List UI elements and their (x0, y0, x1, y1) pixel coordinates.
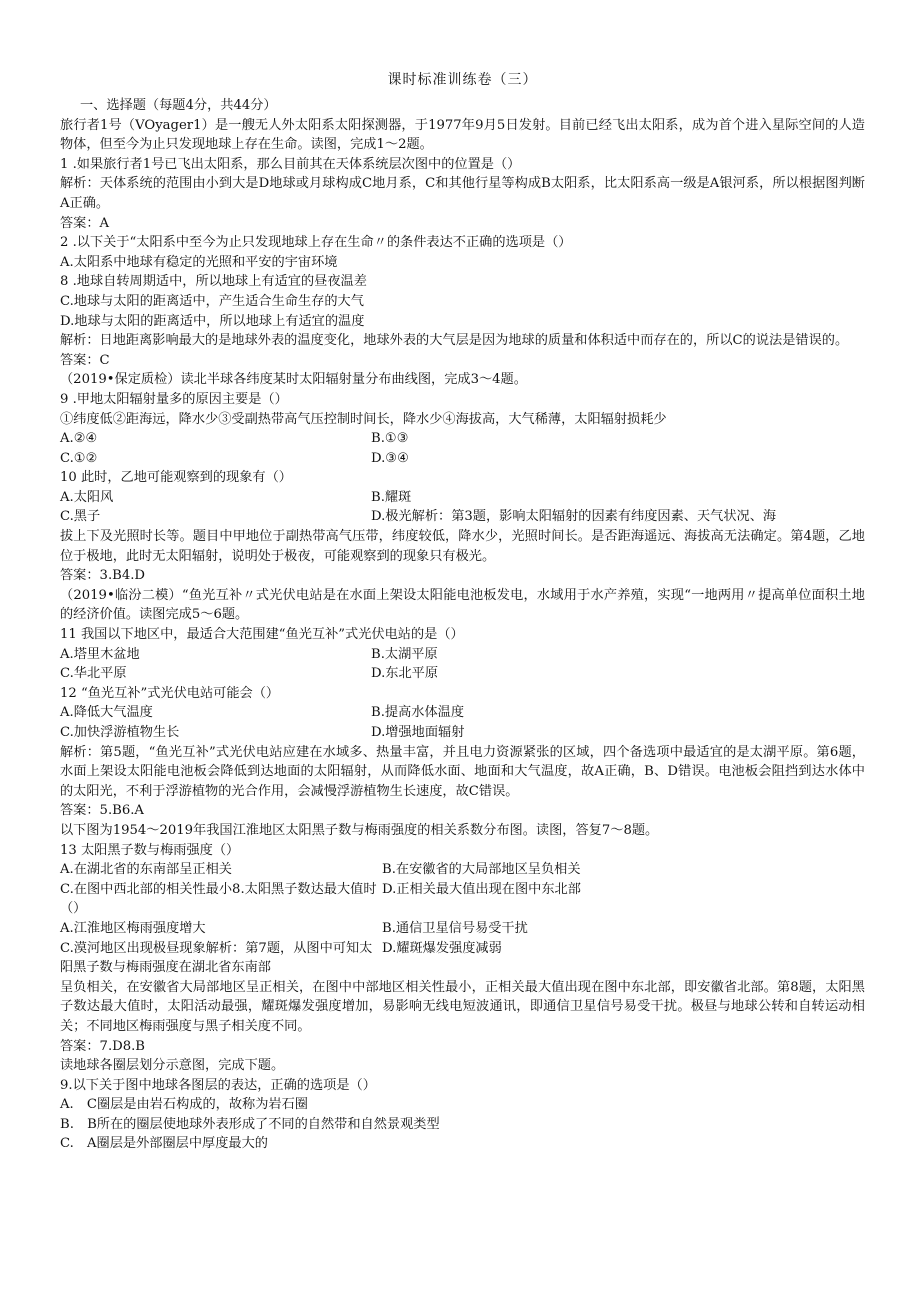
option: B.在安徽省的大局部地区呈负相关 (382, 862, 581, 878)
option: 8 .地球自转周期适中，所以地球上有适宜的昼夜温差 (60, 274, 367, 290)
page-title: 课时标准训练卷（三） (387, 72, 538, 88)
question: 9 .甲地太阳辐射量多的原因主要是（） (60, 391, 288, 407)
question: 11 我国以下地区中，最适合大范围建“鱼光互补”式光伏电站的是（） (60, 627, 464, 643)
option: D.地球与太阳的距离适中，所以地球上有适宜的温度 (60, 313, 365, 329)
analysis: 呈负相关，在安徽省大局部地区呈正相关，在图中中部地区相关性最小，正相关最大值出现在图中东北部，即安徽省北部。第8题，太阳黑子数达最大值时，太阳活动最强，耀斑爆发强度增加，易影响无线电短波通讯，即通信卫星信号易受干扰。极昼与地球公转和自转运动相关；不同地区梅雨强度与黑子相关度不同。 (60, 979, 865, 1034)
option: A.在湖北省的东南部呈正相关 (60, 862, 232, 878)
option-row (60, 703, 865, 723)
option-row (60, 429, 865, 449)
question: 13 太阳黑子数与梅雨强度（） (60, 842, 240, 858)
left-column (60, 860, 382, 978)
section-heading: 一、选择题（每题4分，共44分） (80, 98, 277, 113)
paragraph: 旅行者1号（VOyager1）是一艘无人外太阳系太阳探测器，于1977年9月5日发射。目前已经飞出太阳系，成为首个进入星际空间的人造物体，但至今为止只发现地球上存在生命。读图，完成1～2题。 (60, 117, 865, 153)
option: A.江淮地区梅雨强度增大 (60, 920, 206, 936)
option-row (60, 664, 865, 684)
option: A.②④ (60, 431, 98, 447)
option: C.加快浮游植物生长 (60, 725, 180, 740)
option: D.东北平原 (371, 666, 439, 682)
document-page (60, 70, 865, 1154)
option: B. B所在的圈层使地球外表形成了不同的自然带和自然景观类型 (60, 1116, 440, 1132)
answer: 答案：C (60, 352, 110, 368)
option: D.正相关最大值出现在图中东北部 (382, 881, 581, 897)
question: 9.以下关于图中地球各图层的表达，正确的选项是（） (60, 1077, 376, 1093)
option: A.太阳系中地球有稳定的光照和平安的宇宙环境 (60, 254, 338, 270)
option: C. A圈层是外部圈层中厚度最大的 (60, 1136, 268, 1152)
option: C.漠河地区出现极昼现象解析：第7题，从图中可知太阳黑子数与梅雨强度在湖北省东南部 (60, 940, 373, 976)
option-row (60, 507, 865, 527)
answer: 答案：3.B4.D (60, 568, 145, 584)
question: 1 .如果旅行者1号已飞出太阳系，那么目前其在天体系统层次图中的位置是（） (60, 156, 521, 172)
option: D.增强地面辐射 (371, 725, 465, 740)
paragraph: 以下图为1954～2019年我国江淮地区太阳黑子数与梅雨强度的相关系数分布图。读图，答复7～8题。 (60, 822, 659, 838)
question: 12 “鱼光互补”式光伏电站可能会（） (60, 685, 280, 701)
option: B.耀斑 (371, 489, 412, 505)
answer: 答案：7.D8.B (60, 1038, 145, 1054)
option-row (60, 449, 865, 469)
option: C.黑子 (60, 509, 101, 525)
option: D.极光解析：第3题，影响太阳辐射的因素有纬度因素、天气状况、海 (371, 509, 777, 525)
option: A. C圈层是由岩石构成的，故称为岩石圈 (60, 1097, 308, 1113)
option: B.通信卫星信号易受干扰 (382, 920, 528, 936)
paragraph: （2019•临汾二模）“鱼光互补〃式光伏电站是在水面上架设太阳能电池板发电，水域用于水产养殖，实现“一地两用〃提高单位面积土地的经济价值。读图完成5～6题。 (60, 587, 865, 623)
statement: ①纬度低②距海远，降水少③受副热带高气压控制时间长，降水少④海拔高，大气稀薄，太阳辐射损耗少 (60, 411, 667, 427)
question: 10 此时，乙地可能观察到的现象有（） (60, 470, 292, 486)
spacer (382, 899, 865, 919)
paragraph: （2019•保定质检）读北半球各纬度某时太阳辐射量分布曲线图，完成3～4题。 (60, 372, 527, 388)
answer: 答案：A (60, 215, 110, 231)
option: C.华北平原 (60, 666, 127, 682)
option: B.①③ (371, 431, 409, 447)
option-row (60, 488, 865, 508)
option: A.降低大气温度 (60, 705, 153, 721)
paragraph: 读地球各圈层划分示意图，完成下题。 (60, 1058, 285, 1074)
analysis: 解析：天体系统的范围由小到大是D地球或月球构成C地月系，C和其他行星等构成B太阳系，比太阳系高一级是A银河系，所以根据图判断A正确。 (60, 176, 865, 211)
analysis: 解析：日地距离影响最大的是地球外表的温度变化，地球外表的大气层是因为地球的质量和体积适中而存在的，所以C的说法是错误的。 (60, 333, 849, 349)
analysis: 拔上下及光照时长等。题目中甲地位于副热带高气压带，纬度较低，降水少，光照时间长。是否距海遥远、海拔高无法确定。第4题，乙地位于极地，此时无太阳辐射，说明处于极夜，可能观察到的现象只有极光。 (60, 529, 865, 564)
question: 2 .以下关于“太阳系中至今为止只发现地球上存在生命〃的条件表达不正确的选项是（） (60, 235, 572, 251)
right-column (382, 860, 865, 978)
analysis: 解析：第5题，“鱼光互补”式光伏电站应建在水域多、热量丰富，并且电力资源紧张的区域，四个备选项中最适宜的是太湖平原。第6题，水面上架设太阳能电池板会降低到达地面的太阳辐射，从而降低水面、地面和大气温度，故A正确，B、D错误。电池板会阻挡到达水体中的太阳光，不利于浮游植物的光合作用，会减慢浮游植物生长速度，故C错误。 (60, 744, 865, 799)
two-column-block (60, 860, 865, 978)
option: D.耀斑爆发强度减弱 (382, 940, 502, 956)
option: B.提高水体温度 (371, 705, 465, 721)
option: A.塔里木盆地 (60, 646, 140, 662)
option-row (60, 645, 865, 665)
option: A.太阳风 (60, 489, 114, 505)
option: D.③④ (371, 450, 409, 466)
option: C.①② (60, 450, 98, 466)
option: C.地球与太阳的距离适中，产生适合生命生存的大气 (60, 293, 364, 309)
answer: 答案：5.B6.A (60, 803, 144, 819)
option-row (60, 723, 865, 743)
option: C.在图中西北部的相关性最小8.太阳黑子数达最大值时（） (60, 881, 377, 917)
option: B.太湖平原 (371, 646, 438, 662)
